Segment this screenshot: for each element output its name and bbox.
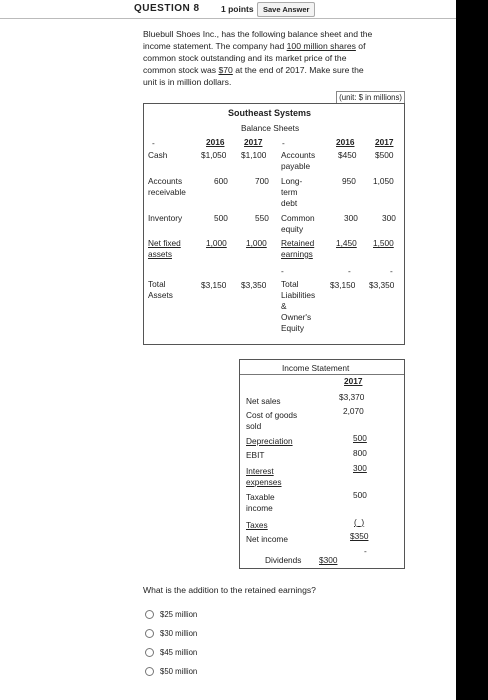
company-name: Southeast Systems: [228, 108, 312, 118]
dash-cell: -: [281, 266, 284, 276]
ebit-value: 800: [353, 448, 367, 458]
inventory-2016: 500: [214, 213, 228, 223]
year-2016-header: 2016: [206, 137, 225, 147]
option-label: $25 million: [160, 609, 198, 619]
nfa-2017: 1,000: [246, 238, 267, 248]
cash-2017: $1,100: [241, 150, 267, 160]
cash-2016: $1,050: [201, 150, 227, 160]
nfa-label: Net fixed: [148, 238, 181, 248]
dash-cell: -: [390, 266, 393, 276]
ap-label: Accounts: [281, 150, 316, 160]
ce-label: equity: [281, 224, 304, 234]
income-statement-title: Income Statement: [282, 363, 350, 373]
cash-label: Cash: [148, 150, 168, 160]
tle-label: &: [281, 301, 287, 311]
ta-2017: $3,350: [241, 280, 267, 290]
dash-cell: -: [152, 138, 155, 148]
option-label: $50 million: [160, 666, 198, 676]
price-value: $70: [218, 65, 233, 75]
text-span: common stock was: [143, 65, 219, 75]
cogs-label: Cost of goods: [246, 410, 298, 420]
net-income-label: Net income: [246, 534, 288, 544]
answer-option-4[interactable]: [145, 664, 197, 678]
ltd-2016: 950: [342, 176, 356, 186]
re-label: earnings: [281, 249, 313, 259]
tle-label: Liabilities: [281, 290, 316, 300]
dash-cell: -: [348, 266, 351, 276]
ap-label: payable: [281, 161, 311, 171]
question-line: Bluebull Shoes Inc., has the following balance sheet and the: [143, 29, 373, 39]
taxes-label: Taxes: [246, 520, 268, 530]
balance-sheet-table: [143, 103, 405, 345]
ta-label: Total: [148, 279, 166, 289]
question-line: [143, 64, 405, 76]
answer-option-1[interactable]: [145, 607, 197, 621]
ar-label: Accounts: [148, 176, 183, 186]
question-title: QUESTION 8: [134, 3, 200, 14]
sales-value: $3,370: [339, 392, 365, 402]
dividends-label: Dividends: [265, 555, 302, 565]
cogs-value: 2,070: [343, 406, 364, 416]
ap-2016: $450: [338, 150, 357, 160]
unit-label: (unit: $ in millions): [336, 91, 405, 104]
ltd-label: term: [281, 187, 298, 197]
ap-2017: $500: [375, 150, 394, 160]
text-span: income statement. The company had: [143, 41, 287, 51]
ce-2016: 300: [344, 213, 358, 223]
re-label: Retained: [281, 238, 315, 248]
year-2017-header: 2017: [244, 137, 263, 147]
ar-2017: 700: [255, 176, 269, 186]
text-span: of: [355, 41, 366, 51]
sales-label: Net sales: [246, 396, 281, 406]
interest-label: expenses: [246, 477, 282, 487]
taxable-label: income: [246, 503, 273, 513]
income-year-header: 2017: [344, 376, 363, 386]
interest-label: Interest: [246, 466, 274, 476]
dash-cell: -: [282, 138, 285, 148]
dep-value: 500: [353, 433, 367, 443]
ltd-label: debt: [281, 198, 298, 208]
cogs-label: sold: [246, 421, 262, 431]
balance-sheet-block: [143, 91, 405, 345]
ce-2017: 300: [382, 213, 396, 223]
tle-2017: $3,350: [369, 280, 395, 290]
year-2017-header: 2017: [375, 137, 394, 147]
save-answer-button[interactable]: Save Answer: [257, 2, 315, 17]
tle-label: Equity: [281, 323, 305, 333]
interest-value: 300: [353, 463, 367, 473]
answer-option-3[interactable]: [145, 645, 197, 659]
tle-label: Total: [281, 279, 299, 289]
option-label: $30 million: [160, 628, 198, 638]
question-text: [143, 28, 405, 88]
ar-2016: 600: [214, 176, 228, 186]
taxable-label: Taxable: [246, 492, 275, 502]
inventory-label: Inventory: [148, 213, 183, 223]
dash-cell: -: [364, 546, 367, 556]
radio-button[interactable]: [145, 648, 154, 657]
question-line: common stock outstanding and its market price of the: [143, 53, 347, 63]
ltd-2017: 1,050: [373, 176, 394, 186]
ltd-label: Long-: [281, 176, 303, 186]
net-income-value: $350: [350, 531, 369, 541]
taxable-value: 500: [353, 490, 367, 500]
radio-button[interactable]: [145, 629, 154, 638]
radio-button[interactable]: [145, 667, 154, 676]
question-prompt: What is the addition to the retained earnings?: [143, 585, 316, 595]
ar-label: receivable: [148, 187, 186, 197]
points-label: 1 points: [221, 4, 254, 14]
income-statement-table: [239, 359, 405, 569]
question-line: unit is in million dollars.: [143, 77, 232, 87]
ebit-label: EBIT: [246, 450, 265, 460]
year-2016-header: 2016: [336, 137, 355, 147]
ta-label: Assets: [148, 290, 173, 300]
dep-label: Depreciation: [246, 436, 293, 446]
inventory-2017: 550: [255, 213, 269, 223]
balance-sheet-title: Balance Sheets: [241, 123, 300, 133]
shares-value: 100 million shares: [286, 41, 356, 51]
ce-label: Common: [281, 213, 315, 223]
nfa-label: assets: [148, 249, 172, 259]
divider: [240, 374, 404, 375]
re-2016: 1,450: [336, 238, 357, 248]
question-line: [143, 40, 405, 52]
nfa-2016: 1,000: [206, 238, 227, 248]
answer-option-2[interactable]: [145, 626, 197, 640]
re-2017: 1,500: [373, 238, 394, 248]
question-header: [0, 0, 456, 19]
tle-label: Owner's: [281, 312, 312, 322]
dividends-value: $300: [319, 555, 338, 565]
ta-2016: $3,150: [201, 280, 227, 290]
option-label: $45 million: [160, 647, 198, 657]
taxes-value: (_): [354, 517, 365, 527]
radio-button[interactable]: [145, 610, 154, 619]
text-span: at the end of 2017. Make sure the: [232, 65, 364, 75]
tle-2016: $3,150: [330, 280, 356, 290]
